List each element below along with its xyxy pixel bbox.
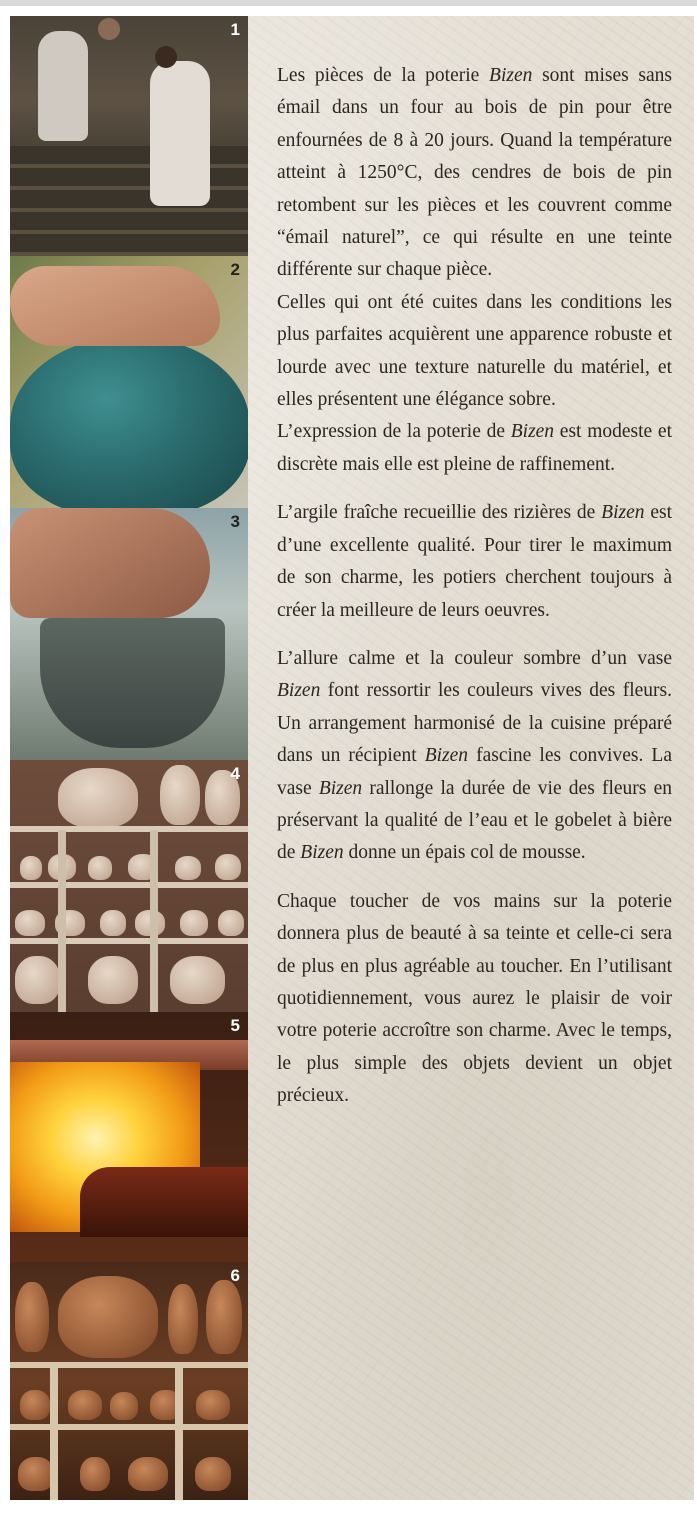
paragraph-touch: Chaque toucher de vos mains sur la poterie donnera plus de beauté à sa teinte et celle-ci sera de plus en plus agréable au toucher. En l’utilisant quotidiennement, vous aurez le plaisir de voir votre poterie accroître son charme. Avec le temps, le plus simple des objets devient un objet précieux. — [277, 890, 672, 1107]
top-strip — [0, 0, 697, 6]
photo-kiln-fire — [10, 1012, 248, 1262]
photo-number: 5 — [230, 1016, 240, 1035]
paragraph-clay: L’argile fraîche recueillie des rizières de Bizen est d’une excellente qualité. Pour tirer le maximum de son charme, les potiers cherchent toujours à créer la meilleure de leurs oeuvres. — [277, 502, 672, 621]
paragraph-elegance: Celles qui ont été cuites dans les conditions les plus parfaites acquièrent une apparence robuste et lourde avec une texture naturelle du matériel, et elles présentent une élégance sobre. — [277, 291, 672, 411]
photo-shaping-clay — [10, 256, 248, 508]
worker-figure — [38, 31, 88, 141]
photo-number: 3 — [230, 512, 240, 531]
photo-fired-pots — [10, 1262, 248, 1500]
photo-number: 1 — [230, 20, 240, 39]
photo-column — [10, 16, 248, 1500]
hand — [10, 266, 220, 346]
photo-number: 4 — [230, 764, 240, 783]
photo-unfired-pots — [10, 760, 248, 1012]
paragraph-flowers: L’allure calme et la couleur sombre d’un vase Bizen font ressortir les couleurs vives des fleurs. Un arrangement harmonisé de la cuisine préparé dans un récipient Bizen fascine les convives. La vase Bizen rallonge la durée de vie des fleurs en préservant la qualité de l’eau et le gobelet à bière de Bizen donne un épais col de mousse. — [277, 647, 672, 864]
body-text — [277, 60, 672, 1113]
paragraph-expression: L’expression de la poterie de Bizen est modeste et discrète mais elle est pleine de raffinement. — [277, 421, 672, 475]
paragraph-firing: Les pièces de la poterie Bizen sont mises sans émail dans un four au bois de pin pour être enfournées de 8 à 20 jours. Quand la température atteint à 1250°C, des cendres de bois de pin retombent sur les pièces et les couvrent comme “émail naturel”, ce qui résulte en une teinte différente sur chaque pièce. — [277, 65, 672, 281]
hands — [10, 508, 210, 618]
photo-number: 6 — [230, 1266, 240, 1285]
photo-workers-digging — [10, 16, 248, 256]
photo-number: 2 — [230, 260, 240, 279]
clay-pot — [10, 336, 248, 508]
bowl — [40, 618, 225, 748]
brochure-page — [10, 16, 694, 1500]
photo-wheel-throwing — [10, 508, 248, 760]
worker-figure — [150, 61, 210, 206]
